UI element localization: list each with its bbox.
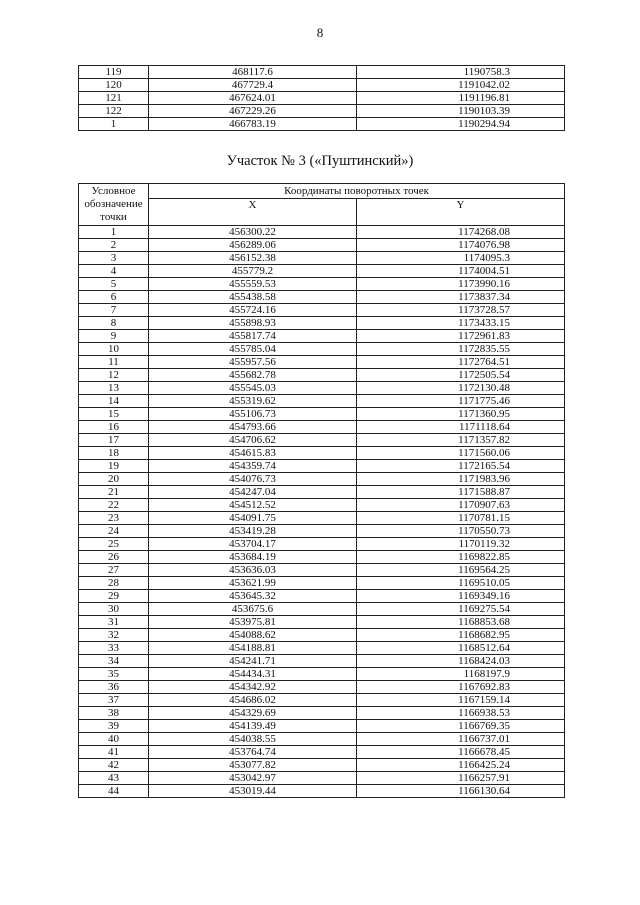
x-coordinate-cell: 455106.73 [149, 408, 357, 421]
table-row [79, 356, 565, 369]
table-row [79, 512, 565, 525]
table-row [79, 707, 565, 720]
table-row [79, 733, 565, 746]
point-number-cell: 41 [79, 746, 149, 759]
y-coordinate-cell: 1172835.55 [357, 343, 565, 356]
point-number-cell: 29 [79, 590, 149, 603]
header-point-label [79, 184, 149, 226]
point-number-cell: 44 [79, 785, 149, 798]
y-coordinate-cell: 1172165.54 [357, 460, 565, 473]
point-number-cell: 36 [79, 681, 149, 694]
table-row [79, 278, 565, 291]
table-row [79, 382, 565, 395]
point-number-cell: 28 [79, 577, 149, 590]
header-point-line1: Условное [91, 185, 136, 197]
x-coordinate-cell: 454188.81 [149, 642, 357, 655]
point-number-cell: 40 [79, 733, 149, 746]
x-coordinate-cell: 454512.52 [149, 499, 357, 512]
point-number-cell: 19 [79, 460, 149, 473]
point-number-cell: 34 [79, 655, 149, 668]
point-number-cell: 39 [79, 720, 149, 733]
table-row [79, 577, 565, 590]
y-coordinate-cell: 1169822.85 [357, 551, 565, 564]
point-number-cell: 119 [79, 66, 149, 79]
y-coordinate-cell: 1166130.64 [357, 785, 565, 798]
y-coordinate-cell: 1169510.05 [357, 577, 565, 590]
y-coordinate-cell: 1191196.81 [357, 92, 565, 105]
section-title: Участок № 3 («Пуштинский») [226, 153, 414, 169]
point-number-cell: 30 [79, 603, 149, 616]
y-coordinate-cell: 1173990.16 [357, 278, 565, 291]
y-coordinate-cell: 1171357.82 [357, 434, 565, 447]
table-row [79, 317, 565, 330]
x-coordinate-cell: 455682.78 [149, 369, 357, 382]
x-coordinate-cell: 454091.75 [149, 512, 357, 525]
point-number-cell: 15 [79, 408, 149, 421]
x-coordinate-cell: 455559.53 [149, 278, 357, 291]
table-row [79, 408, 565, 421]
point-number-cell: 1 [79, 118, 149, 131]
x-coordinate-cell: 454686.02 [149, 694, 357, 707]
page-number: 8 [316, 25, 324, 40]
table-row [79, 460, 565, 473]
table-row [79, 265, 565, 278]
table-row [79, 330, 565, 343]
y-coordinate-cell: 1171360.95 [357, 408, 565, 421]
table-row [79, 746, 565, 759]
table-row [79, 369, 565, 382]
x-coordinate-cell: 453704.17 [149, 538, 357, 551]
y-coordinate-cell: 1173433.15 [357, 317, 565, 330]
table-row [79, 66, 565, 79]
x-coordinate-cell: 467624.01 [149, 92, 357, 105]
table-row [79, 252, 565, 265]
point-number-cell: 31 [79, 616, 149, 629]
header-x: X [149, 199, 357, 226]
table-row [79, 92, 565, 105]
y-coordinate-cell: 1168197.9 [357, 668, 565, 681]
x-coordinate-cell: 467229.26 [149, 105, 357, 118]
x-coordinate-cell: 453077.82 [149, 759, 357, 772]
coordinates-table-continued-body [79, 66, 565, 131]
x-coordinate-cell: 453975.81 [149, 616, 357, 629]
x-coordinate-cell: 453621.99 [149, 577, 357, 590]
table-row [79, 421, 565, 434]
coordinates-table-continued [78, 65, 565, 131]
point-number-cell: 43 [79, 772, 149, 785]
x-coordinate-cell: 454342.92 [149, 681, 357, 694]
point-number-cell: 7 [79, 304, 149, 317]
y-coordinate-cell: 1167692.83 [357, 681, 565, 694]
y-coordinate-cell: 1170781.15 [357, 512, 565, 525]
x-coordinate-cell: 455438.58 [149, 291, 357, 304]
table-row [79, 434, 565, 447]
table-row [79, 239, 565, 252]
point-number-cell: 8 [79, 317, 149, 330]
x-coordinate-cell: 455779.2 [149, 265, 357, 278]
table-row [79, 681, 565, 694]
y-coordinate-cell: 1168853.68 [357, 616, 565, 629]
y-coordinate-cell: 1166425.24 [357, 759, 565, 772]
y-coordinate-cell: 1169564.25 [357, 564, 565, 577]
y-coordinate-cell: 1174268.08 [357, 226, 565, 239]
table-row [79, 395, 565, 408]
table-row [79, 642, 565, 655]
point-number-cell: 1 [79, 226, 149, 239]
point-number-cell: 26 [79, 551, 149, 564]
x-coordinate-cell: 455785.04 [149, 343, 357, 356]
y-coordinate-cell: 1166257.91 [357, 772, 565, 785]
x-coordinate-cell: 454329.69 [149, 707, 357, 720]
table-row [79, 629, 565, 642]
x-coordinate-cell: 455898.93 [149, 317, 357, 330]
y-coordinate-cell: 1166769.35 [357, 720, 565, 733]
table-row [79, 291, 565, 304]
table-subheader-row [79, 199, 565, 226]
x-coordinate-cell: 456152.38 [149, 252, 357, 265]
x-coordinate-cell: 468117.6 [149, 66, 357, 79]
point-number-cell: 24 [79, 525, 149, 538]
y-coordinate-cell: 1173728.57 [357, 304, 565, 317]
x-coordinate-cell: 456300.22 [149, 226, 357, 239]
point-number-cell: 33 [79, 642, 149, 655]
point-number-cell: 32 [79, 629, 149, 642]
header-point-line3: точки [100, 211, 127, 223]
table-row [79, 499, 565, 512]
x-coordinate-cell: 454247.04 [149, 486, 357, 499]
point-number-cell: 13 [79, 382, 149, 395]
table-row [79, 538, 565, 551]
y-coordinate-cell: 1172764.51 [357, 356, 565, 369]
x-coordinate-cell: 453675.6 [149, 603, 357, 616]
y-coordinate-cell: 1190758.3 [357, 66, 565, 79]
table-row [79, 720, 565, 733]
x-coordinate-cell: 454139.49 [149, 720, 357, 733]
point-number-cell: 18 [79, 447, 149, 460]
x-coordinate-cell: 454615.83 [149, 447, 357, 460]
point-number-cell: 122 [79, 105, 149, 118]
point-number-cell: 37 [79, 694, 149, 707]
y-coordinate-cell: 1171588.87 [357, 486, 565, 499]
x-coordinate-cell: 453645.32 [149, 590, 357, 603]
point-number-cell: 11 [79, 356, 149, 369]
y-coordinate-cell: 1166737.01 [357, 733, 565, 746]
point-number-cell: 6 [79, 291, 149, 304]
y-coordinate-cell: 1173837.34 [357, 291, 565, 304]
x-coordinate-cell: 455957.56 [149, 356, 357, 369]
y-coordinate-cell: 1171560.06 [357, 447, 565, 460]
y-coordinate-cell: 1166938.53 [357, 707, 565, 720]
table-row [79, 447, 565, 460]
table-row [79, 551, 565, 564]
table-row [79, 772, 565, 785]
table-row [79, 226, 565, 239]
point-number-cell: 27 [79, 564, 149, 577]
table-row [79, 118, 565, 131]
y-coordinate-cell: 1167159.14 [357, 694, 565, 707]
point-number-cell: 25 [79, 538, 149, 551]
table-row [79, 304, 565, 317]
point-number-cell: 17 [79, 434, 149, 447]
y-coordinate-cell: 1190294.94 [357, 118, 565, 131]
x-coordinate-cell: 453019.44 [149, 785, 357, 798]
x-coordinate-cell: 454038.55 [149, 733, 357, 746]
point-number-cell: 35 [79, 668, 149, 681]
header-y: Y [357, 199, 565, 226]
x-coordinate-cell: 455545.03 [149, 382, 357, 395]
x-coordinate-cell: 454359.74 [149, 460, 357, 473]
point-number-cell: 9 [79, 330, 149, 343]
table-row [79, 564, 565, 577]
point-number-cell: 121 [79, 92, 149, 105]
y-coordinate-cell: 1168512.64 [357, 642, 565, 655]
table-row [79, 603, 565, 616]
point-number-cell: 22 [79, 499, 149, 512]
table-row [79, 694, 565, 707]
y-coordinate-cell: 1174076.98 [357, 239, 565, 252]
table-row [79, 785, 565, 798]
x-coordinate-cell: 454434.31 [149, 668, 357, 681]
x-coordinate-cell: 454241.71 [149, 655, 357, 668]
x-coordinate-cell: 453042.97 [149, 772, 357, 785]
table-row [79, 655, 565, 668]
x-coordinate-cell: 453764.74 [149, 746, 357, 759]
table-row [79, 79, 565, 92]
x-coordinate-cell: 455319.62 [149, 395, 357, 408]
point-number-cell: 38 [79, 707, 149, 720]
point-number-cell: 21 [79, 486, 149, 499]
y-coordinate-cell: 1168424.03 [357, 655, 565, 668]
y-coordinate-cell: 1170550.73 [357, 525, 565, 538]
point-number-cell: 3 [79, 252, 149, 265]
table-row [79, 525, 565, 538]
x-coordinate-cell: 454088.62 [149, 629, 357, 642]
y-coordinate-cell: 1172130.48 [357, 382, 565, 395]
x-coordinate-cell: 456289.06 [149, 239, 357, 252]
y-coordinate-cell: 1171983.96 [357, 473, 565, 486]
table-row [79, 343, 565, 356]
x-coordinate-cell: 455724.16 [149, 304, 357, 317]
coordinates-table-body [79, 226, 565, 798]
y-coordinate-cell: 1172505.54 [357, 369, 565, 382]
y-coordinate-cell: 1174095.3 [357, 252, 565, 265]
point-number-cell: 120 [79, 79, 149, 92]
point-number-cell: 42 [79, 759, 149, 772]
x-coordinate-cell: 453419.28 [149, 525, 357, 538]
y-coordinate-cell: 1170119.32 [357, 538, 565, 551]
table-row [79, 105, 565, 118]
x-coordinate-cell: 455817.74 [149, 330, 357, 343]
point-number-cell: 12 [79, 369, 149, 382]
header-coordinates-group: Координаты поворотных точек [149, 184, 565, 199]
y-coordinate-cell: 1174004.51 [357, 265, 565, 278]
point-number-cell: 16 [79, 421, 149, 434]
y-coordinate-cell: 1191042.02 [357, 79, 565, 92]
point-number-cell: 23 [79, 512, 149, 525]
point-number-cell: 2 [79, 239, 149, 252]
x-coordinate-cell: 454706.62 [149, 434, 357, 447]
coordinates-table [78, 183, 565, 798]
y-coordinate-cell: 1172961.83 [357, 330, 565, 343]
x-coordinate-cell: 466783.19 [149, 118, 357, 131]
point-number-cell: 14 [79, 395, 149, 408]
point-number-cell: 10 [79, 343, 149, 356]
table-header-row [79, 184, 565, 199]
header-point-line2: обозначение [84, 198, 143, 210]
table-row [79, 590, 565, 603]
y-coordinate-cell: 1168682.95 [357, 629, 565, 642]
point-number-cell: 5 [79, 278, 149, 291]
table-row [79, 759, 565, 772]
table-row [79, 473, 565, 486]
point-number-cell: 4 [79, 265, 149, 278]
y-coordinate-cell: 1170907.63 [357, 499, 565, 512]
y-coordinate-cell: 1166678.45 [357, 746, 565, 759]
y-coordinate-cell: 1169349.16 [357, 590, 565, 603]
x-coordinate-cell: 467729.4 [149, 79, 357, 92]
point-number-cell: 20 [79, 473, 149, 486]
y-coordinate-cell: 1171118.64 [357, 421, 565, 434]
x-coordinate-cell: 454076.73 [149, 473, 357, 486]
table-row [79, 668, 565, 681]
table-row [79, 486, 565, 499]
y-coordinate-cell: 1169275.54 [357, 603, 565, 616]
y-coordinate-cell: 1171775.46 [357, 395, 565, 408]
x-coordinate-cell: 454793.66 [149, 421, 357, 434]
x-coordinate-cell: 453684.19 [149, 551, 357, 564]
y-coordinate-cell: 1190103.39 [357, 105, 565, 118]
table-row [79, 616, 565, 629]
x-coordinate-cell: 453636.03 [149, 564, 357, 577]
